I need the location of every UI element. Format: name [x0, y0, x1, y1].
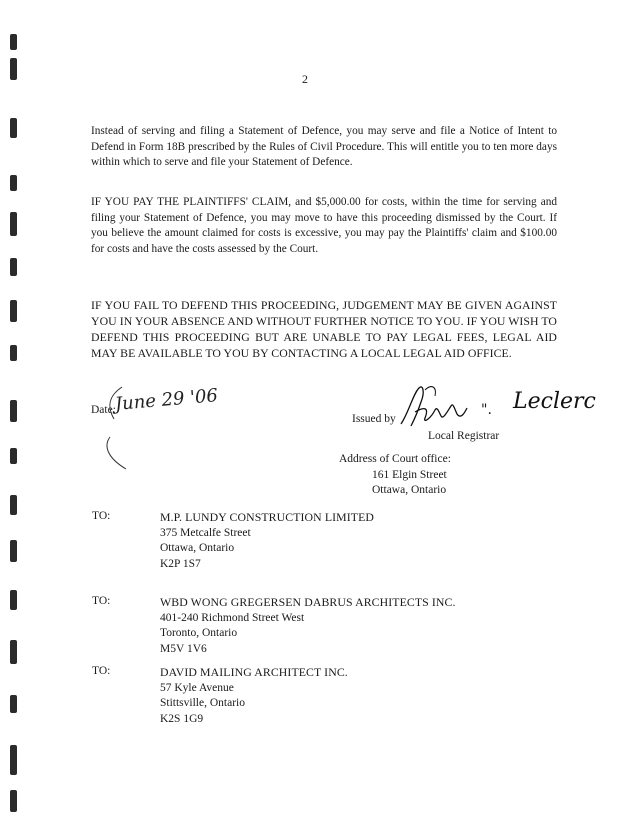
recipient-city: Stittsville, Ontario — [160, 697, 245, 709]
notice-of-intent-paragraph: Instead of serving and filing a Statement of Defence, you may serve and file a Notice of Intent to Defend in Form 18B prescribed by the Rules of Civil Procedure. This will entitle you to ten more days within which to serve and file your Statement of Defence. — [91, 125, 557, 169]
to-label: TO: — [92, 665, 111, 677]
recipient-city: Ottawa, Ontario — [160, 542, 235, 554]
to-label: TO: — [92, 595, 111, 607]
svg-text:Leclerc: Leclerc — [513, 389, 596, 414]
recipient-address — [160, 595, 456, 657]
recipient-name: M.P. LUNDY CONSTRUCTION LIMITED — [160, 510, 375, 524]
court-address-label: Address of Court office: — [339, 453, 451, 465]
court-address-street: 161 Elgin Street — [372, 468, 447, 481]
fail-to-defend-paragraph: IF YOU FAIL TO DEFEND THIS PROCEEDING, JUDGEMENT MAY BE GIVEN AGAINST YOU IN YOUR ABSENCE AND WITHOUT FURTHER NOTICE TO YOU. IF YOU WISH TO DEFEND THIS PROCEEDING BUT ARE UNABLE TO PAY LEGAL FEES, LEGAL AID MAY BE AVAILABLE TO YOU BY CONTACTING A LOCAL LEGAL AID OFFICE. — [91, 298, 557, 360]
recipient-street: 375 Metcalfe Street — [160, 526, 251, 539]
recipient-postal-code: M5V 1V6 — [160, 642, 207, 655]
court-address-city: Ottawa, Ontario — [372, 484, 447, 496]
page-number: 2 — [302, 72, 308, 86]
recipient-street: 57 Kyle Avenue — [160, 681, 234, 694]
to-label: TO: — [92, 510, 111, 522]
recipient-name: DAVID MAILING ARCHITECT INC. — [160, 665, 348, 679]
court-address — [339, 452, 451, 499]
recipient-name: WBD WONG GREGERSEN DABRUS ARCHITECTS INC. — [160, 595, 456, 609]
local-registrar-label: Local Registrar — [428, 430, 500, 442]
binder-holes — [0, 0, 26, 826]
recipient-address — [160, 665, 348, 727]
date-handwritten: June 29 '06 — [114, 385, 219, 415]
svg-text:".: ". — [481, 402, 492, 418]
recipient-address — [160, 510, 374, 572]
pay-claim-paragraph: IF YOU PAY THE PLAINTIFFS' CLAIM, and $5,000.00 for costs, within the time for serving and filing your Statement of Defence, you may move to have this proceeding dismissed by the Court. If you believe the amount claimed for costs is excessive, you may pay the Plaintiffs' claim and $100.00 for costs and have the costs assessed by the Court. — [91, 196, 557, 255]
recipient-street: 401-240 Richmond Street West — [160, 611, 305, 624]
recipient-city: Toronto, Ontario — [160, 627, 238, 639]
bracket-mark — [100, 385, 130, 475]
registrar-signature — [395, 382, 615, 432]
recipient-postal-code: K2P 1S7 — [160, 557, 201, 570]
issued-by-label: Issued by — [352, 413, 396, 425]
date-label: Date: — [91, 404, 116, 416]
recipient-postal-code: K2S 1G9 — [160, 712, 204, 725]
